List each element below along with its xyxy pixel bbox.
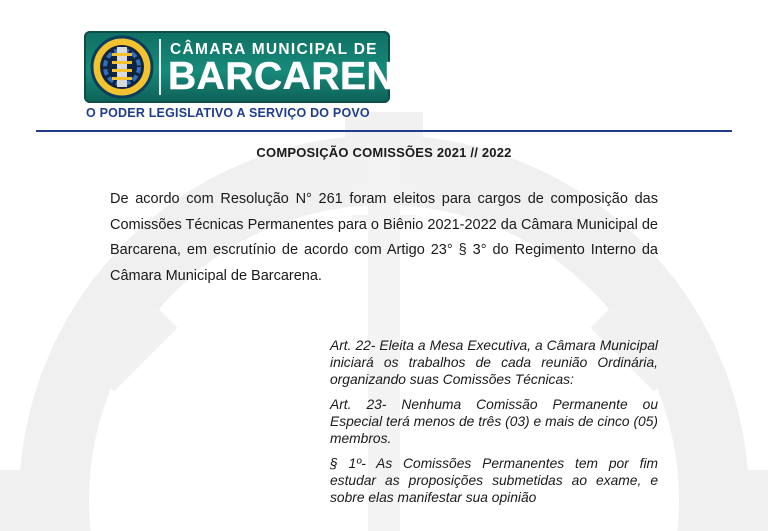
logo-main-text: BARCARENA [168, 55, 424, 98]
intro-paragraph: De acordo com Resolução N° 261 foram eleitos para cargos de composição das Comissões Técnicas Permanentes para o Biênio 2021-2022 da Câmara Municipal de Barcarena, em escrutínio de acordo com Artigo 23° § 3° do Regimento Interno da Câmara Municipal de Barcarena. [110, 191, 658, 284]
quote-art-23: Art. 23- Nenhuma Comissão Permanente ou Especial terá menos de três (03) e mais de cinco (05) membros. [330, 397, 658, 446]
document-title: COMPOSIÇÃO COMISSÕES 2021 // 2022 [256, 145, 512, 160]
header-divider [36, 130, 732, 132]
quote-paragraph-1: § 1º- As Comissões Permanentes tem por fim estudar as proposições submetidas ao exame, e sobre elas manifestar sua opinião [330, 456, 658, 505]
slogan: O PODER LEGISLATIVO A SERVIÇO DO POVO [86, 106, 370, 120]
logo-top-text: CÂMARA MUNICIPAL DE [170, 41, 378, 58]
quote-art-22: Art. 22- Eleita a Mesa Executiva, a Câmara Municipal iniciará os trabalhos de cada reunião Ordinária, organizando suas Comissões Técnicas: [330, 338, 658, 387]
quoted-articles [330, 337, 658, 514]
chamber-emblem-icon [90, 35, 154, 99]
logo-divider [159, 39, 161, 95]
logo [84, 31, 424, 103]
